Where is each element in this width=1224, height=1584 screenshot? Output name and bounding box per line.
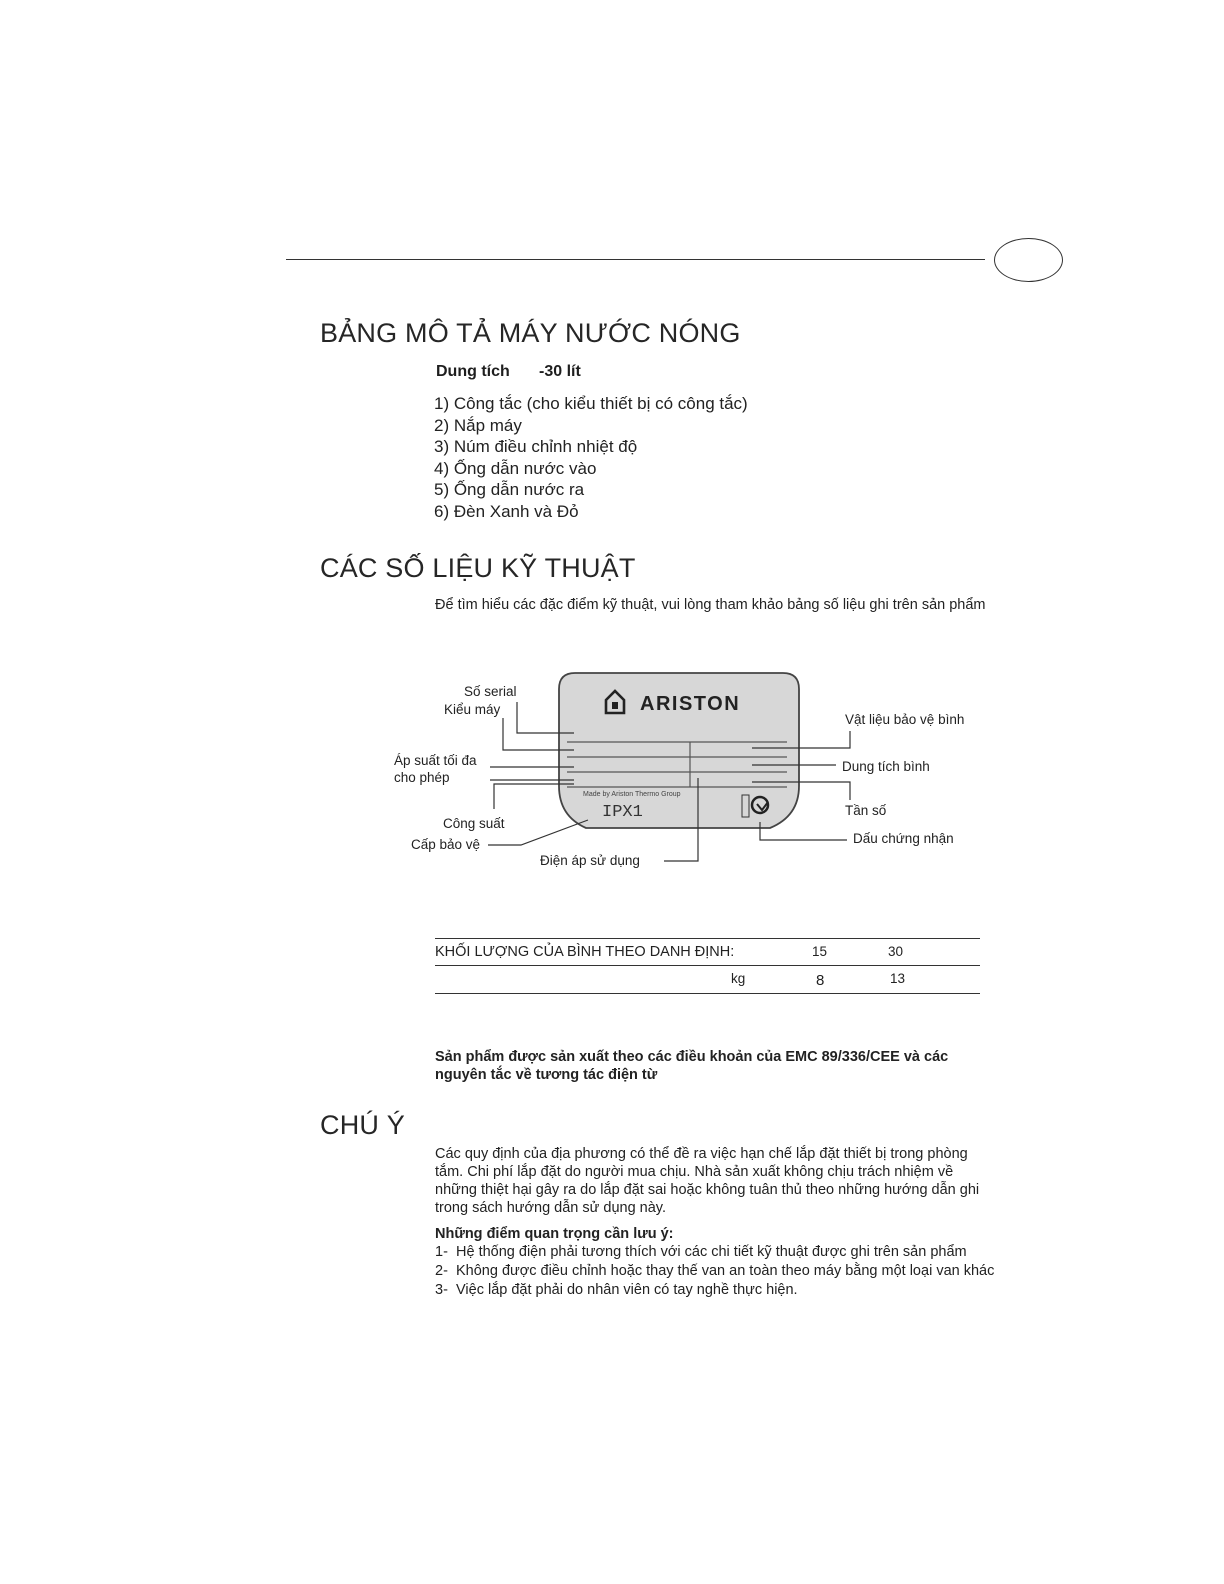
- label-tank-capacity: Dung tích bình: [842, 759, 930, 774]
- list-item: 5) Ống dẫn nước ra: [434, 480, 585, 499]
- list-item: 4) Ống dẫn nước vào: [434, 458, 597, 478]
- table-value-13: 13: [890, 971, 906, 986]
- point-number: 3-: [435, 1282, 448, 1298]
- table-unit: kg: [731, 971, 746, 986]
- list-item: 3) Núm điều chỉnh nhiệt độ: [434, 437, 638, 456]
- table-header-30: 30: [888, 944, 904, 959]
- label-max-pressure-2: cho phép: [394, 770, 450, 785]
- heading-technical-data: CÁC SỐ LIỆU KỸ THUẬT: [320, 553, 636, 583]
- emc-note: Sản phẩm được sản xuất theo các điều khoản của EMC 89/336/CEE và các nguyên tắc về tương tác điện từ: [435, 1049, 949, 1083]
- label-certification: Dấu chứng nhận: [853, 831, 954, 846]
- list-item: [435, 1281, 995, 1299]
- list-item: [435, 1262, 995, 1280]
- capacity-value: -30 lít: [539, 363, 581, 380]
- point-text: Hệ thống điện phải tương thích với các chi tiết kỹ thuật được ghi trên sản phẩm: [456, 1244, 967, 1260]
- technical-intro: Để tìm hiểu các đặc điểm kỹ thuật, vui lòng tham khảo bảng số liệu ghi trên sản phẩm: [435, 597, 986, 613]
- point-number: 2-: [435, 1263, 448, 1279]
- plate-ipx: IPX1: [602, 803, 643, 822]
- table-header-15: 15: [812, 944, 828, 959]
- point-text: Việc lắp đặt phải do nhân viên có tay nghề thực hiện.: [456, 1282, 798, 1298]
- label-serial: Số serial: [464, 684, 517, 699]
- label-frequency: Tần số: [845, 803, 887, 818]
- attention-paragraph: Các quy định của địa phương có thể đề ra việc hạn chế lắp đặt thiết bị trong phòng tắm. Chi phí lắp đặt do người mua chịu. Nhà sản xuất không chịu trách nhiệm về những thiệt hại gây ra do lắp đặt sai hoặc không tuân thủ theo những hướng dẫn ghi trong sách hướng dẫn sử dụng này.: [435, 1146, 980, 1216]
- list-item: 6) Đèn Xanh và Đỏ: [434, 501, 579, 521]
- table-rule-middle: [435, 965, 980, 966]
- important-points-title: Những điểm quan trọng cần lưu ý:: [435, 1226, 674, 1242]
- point-number: 1-: [435, 1244, 448, 1260]
- list-item: 2) Nắp máy: [434, 415, 522, 435]
- list-item: 1) Công tắc (cho kiểu thiết bị có công tắc): [434, 394, 748, 413]
- table-value-8: 8: [816, 972, 825, 989]
- label-voltage: Điện áp sử dụng: [540, 853, 640, 868]
- list-item: [435, 1243, 995, 1261]
- label-max-pressure: Áp suất tối đa: [394, 753, 477, 768]
- label-tank-protection: Vật liệu bảo vệ bình: [845, 712, 965, 727]
- label-model: Kiểu máy: [444, 702, 501, 717]
- table-rule-bottom: [435, 993, 980, 994]
- important-points-list: [435, 1243, 995, 1299]
- plate-made-by: Made by Ariston Thermo Group: [583, 791, 681, 798]
- heading-attention: CHÚ Ý: [320, 1110, 406, 1140]
- label-protection: Cấp bảo vệ: [411, 837, 481, 852]
- plate-brand: ARISTON: [640, 693, 741, 715]
- capacity-label: Dung tích: [436, 363, 510, 380]
- heading-water-heater-description: BẢNG MÔ TẢ MÁY NƯỚC NÓNG: [320, 318, 741, 348]
- label-power: Công suất: [443, 816, 505, 831]
- table-header-label: KHỐI LƯỢNG CỦA BÌNH THEO DANH ĐỊNH:: [435, 944, 735, 960]
- table-rule-top: [435, 938, 980, 939]
- point-text: Không được điều chỉnh hoặc thay thế van an toàn theo máy bằng một loại van khác: [456, 1263, 995, 1279]
